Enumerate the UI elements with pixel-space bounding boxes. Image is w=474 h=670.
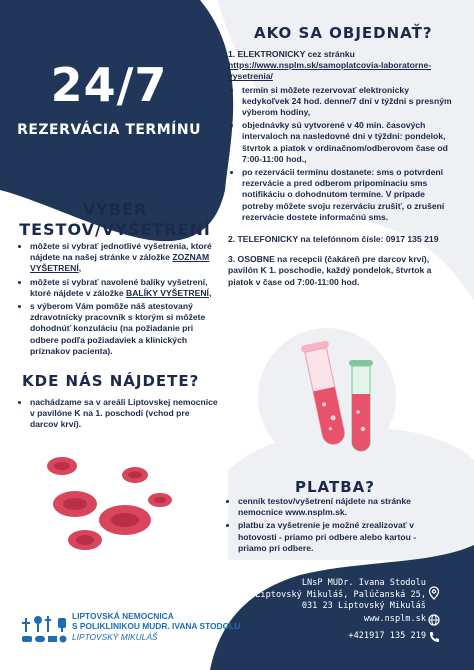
hero-subtitle: REZERVÁCIA TERMÍNU (17, 122, 201, 138)
blood-cell (53, 491, 97, 517)
blood-cell (99, 505, 151, 535)
kde-title: KDE NÁS NÁJDETE? (22, 372, 200, 390)
blood-cell (122, 467, 148, 483)
vyber-item (30, 277, 220, 299)
test-tube-red (300, 340, 349, 447)
vyber-title (10, 200, 220, 240)
vyber-title-line1: VÝBER (82, 200, 148, 219)
test-tubes-illustration (295, 334, 385, 464)
vyber-item-text: s výberom Vám pomôže náš atestovaný zdravotnícky pracovník s ktorým si môžete dohodnúť konzuláciu (na požiadanie pri odbere podľa požiadaviek a klinických príznakov pacienta). (30, 301, 206, 356)
hero-title: 24/7 (50, 58, 168, 112)
logo-line: LIPTOVSKÝ MIKULÁŠ (72, 631, 158, 642)
ako-option-personal: 3. OSOBNE na recepcii (čakáreň pre darcov krví), pavilón K 1. poschodie, každý pondelok, štvrtok a piatok v čase od 7:00-11:00 hod. (228, 254, 432, 287)
ako-option-electronic: 1. ELEKTRONICKY cez stránku (228, 49, 355, 59)
contact-phone[interactable]: +421917 135 219 (348, 631, 426, 641)
location-icon (428, 586, 440, 600)
ako-item: • po rezervácii termínu dostanete: sms o potvrdení rezervácie a pred odberom pripomínaciu sms notifikáciu o dohodnutom termíne. V prípade potreby môžete svoju rezerváciu zrušiť, o zrušení rezervácie dostete informačnú sms. (242, 167, 458, 223)
hospital-logo-icon (22, 606, 70, 646)
ako-block (228, 49, 458, 288)
reservation-url-link[interactable]: https://www.nsplm.sk/samoplatcovia-laboratorne-vysetrenia/ (228, 60, 432, 82)
blood-cell (47, 457, 77, 475)
contact-address (255, 578, 426, 613)
vyber-item-text: môžete si vybrať navolené balíky vyšetrení, ktoré nájdete v záložke (30, 276, 208, 298)
baliky-vysetreni-link[interactable]: BALÍKY VYŠETRENÍ (126, 287, 209, 298)
platba-list (228, 496, 438, 556)
vyber-title-line2: TESTOV/VYŠETRENÍ (19, 220, 211, 239)
test-tube-green (349, 360, 373, 451)
vyber-item (30, 301, 220, 357)
logo-line: S POLIKLINIKOU MUDR. IVANA STODOLU (72, 621, 241, 632)
vyber-list (20, 241, 220, 359)
address-line: 031 23 Liptovský Mikuláš (301, 601, 426, 611)
vyber-item-text: , (208, 287, 212, 298)
vyber-item (30, 241, 220, 275)
platba-item: • platbu za vyšetrenie je možné zrealizovať v hotovosti - priamo pri odbere alebo kartou - priamo pri odbere. (238, 520, 438, 554)
ako-item: • objednávky sú vytvorené v 40 min. časových intervaloch na nasledovné dni v týždni: pondelok, štvrtok a piatok v ordinačnom/odberovom čase od 7:00-11:00 hod., (242, 120, 458, 165)
address-line: LNsP MUDr. Ivana Stodolu (301, 578, 426, 588)
vyber-item-text: môžete si vybrať jednotlivé vyšetrenia, ktoré nájdete na našej stránke v záložke (30, 241, 212, 263)
ako-item: • termín si môžete rezervovať elektronicky kedykoľvek 24 hod. denne/7 dní v týždni s presným výberom hodiny, (242, 85, 458, 119)
hospital-logo-text (72, 611, 240, 642)
kde-item: • nachádzame sa v areáli Liptovskej nemocnice v pavilóne K na 1. poschodí (vchod pre darcov krví). (30, 397, 220, 431)
ako-option-phone: 2. TELEFONICKY na telefónnom čísle: 0917 135 219 (228, 234, 439, 245)
blood-cells-illustration (40, 448, 180, 563)
logo-line: LIPTOVSKÁ NEMOCNICA (72, 611, 174, 621)
zoznam-vysetreni-link[interactable]: ZOZNAM VYŠETRENÍ (30, 252, 210, 274)
platba-item: • cenník testov/vyšetrení nájdete na stránke nemocnice www.nsplm.sk. (238, 496, 438, 518)
platba-title: PLATBA? (295, 478, 375, 496)
globe-icon (428, 613, 440, 627)
contact-website[interactable]: www.nsplm.sk (363, 614, 426, 624)
ako-title: AKO SA OBJEDNAŤ? (254, 24, 433, 42)
kde-list (20, 397, 220, 433)
address-line: Liptovský Mikuláš, Palúčanská 25, (255, 589, 426, 600)
blood-cell (148, 493, 172, 507)
vyber-item-text: , (78, 263, 82, 274)
phone-icon (428, 630, 440, 644)
blood-cell (68, 530, 102, 550)
